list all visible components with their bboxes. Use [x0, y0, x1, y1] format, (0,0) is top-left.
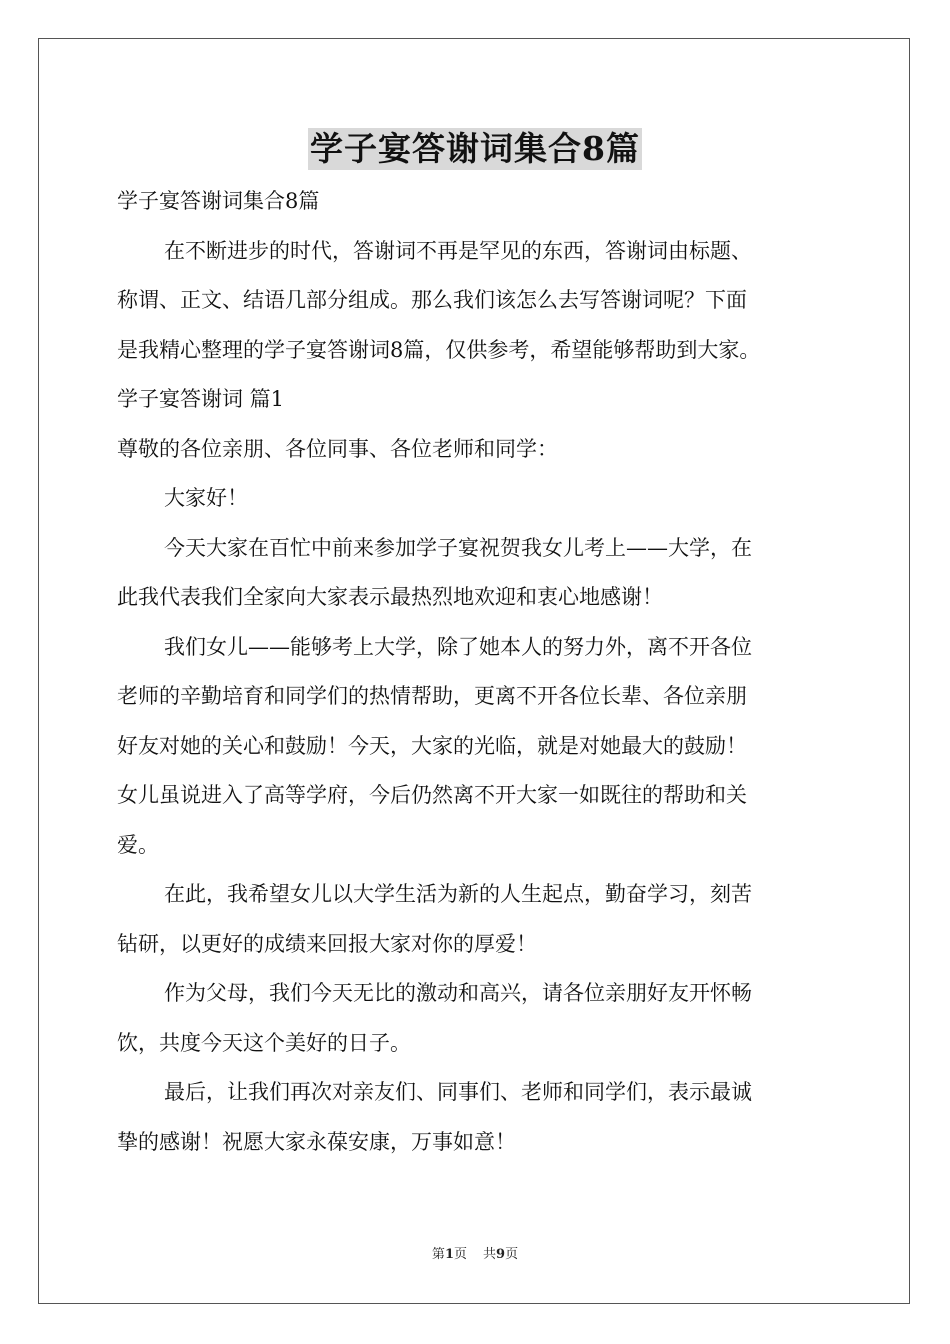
text-line: 饮，共度今天这个美好的日子。	[117, 1030, 411, 1055]
text-line: 是我精心整理的学子宴答谢词8篇，仅供参考，希望能够帮助到大家。	[117, 337, 761, 362]
document-body	[117, 177, 845, 1167]
text-line: 爱。	[117, 832, 159, 857]
current-page-number: 1	[444, 1247, 454, 1262]
text-line: 大家好！	[164, 486, 248, 510]
text-line: 在此，我希望女儿以大学生活为新的人生起点，勤奋学习，刻苦	[164, 882, 752, 906]
text-line: 好友对她的关心和鼓励！今天，大家的光临，就是对她最大的鼓励！	[117, 733, 747, 758]
text-line: 学子宴答谢词集合8篇	[117, 189, 320, 213]
title-container	[0, 128, 950, 170]
text-line: 今天大家在百忙中前来参加学子宴祝贺我女儿考上——大学，在	[164, 535, 752, 560]
text-line: 钻研，以更好的成绩来回报大家对你的厚爱！	[117, 931, 537, 956]
page-footer	[0, 1246, 950, 1264]
text-line: 老师的辛勤培育和同学们的热情帮助，更离不开各位长辈、各位亲朋	[117, 684, 747, 708]
text-line: 称谓、正文、结语几部分组成。那么我们该怎么去写答谢词呢？下面	[117, 288, 747, 312]
document-title: 学子宴答谢词集合8篇	[310, 129, 640, 168]
text-line: 女儿虽说进入了高等学府，今后仍然离不开大家一如既往的帮助和关	[117, 783, 747, 807]
total-page-number: 9	[496, 1247, 506, 1262]
text-line: 我们女儿——能够考上大学，除了她本人的努力外，离不开各位	[164, 634, 752, 659]
text-line: 此我代表我们全家向大家表示最热烈地欢迎和衷心地感谢！	[117, 585, 663, 609]
total-label-prefix: 共	[483, 1247, 497, 1262]
text-line: 最后，让我们再次对亲友们、同事们、老师和同学们，表示最诚	[164, 1080, 752, 1104]
text-line: 在不断进步的时代，答谢词不再是罕见的东西，答谢词由标题、	[164, 238, 752, 263]
total-label-suffix: 页	[505, 1247, 519, 1262]
text-line: 尊敬的各位亲朋、各位同事、各位老师和同学：	[117, 436, 558, 461]
text-line: 作为父母，我们今天无比的激动和高兴，请各位亲朋好友开怀畅	[164, 981, 752, 1005]
page-label-suffix: 页	[453, 1247, 467, 1262]
text-line: 挚的感谢！祝愿大家永葆安康，万事如意！	[117, 1129, 516, 1154]
text-line: 学子宴答谢词 篇1	[117, 387, 285, 411]
page-label-prefix: 第	[431, 1247, 445, 1262]
